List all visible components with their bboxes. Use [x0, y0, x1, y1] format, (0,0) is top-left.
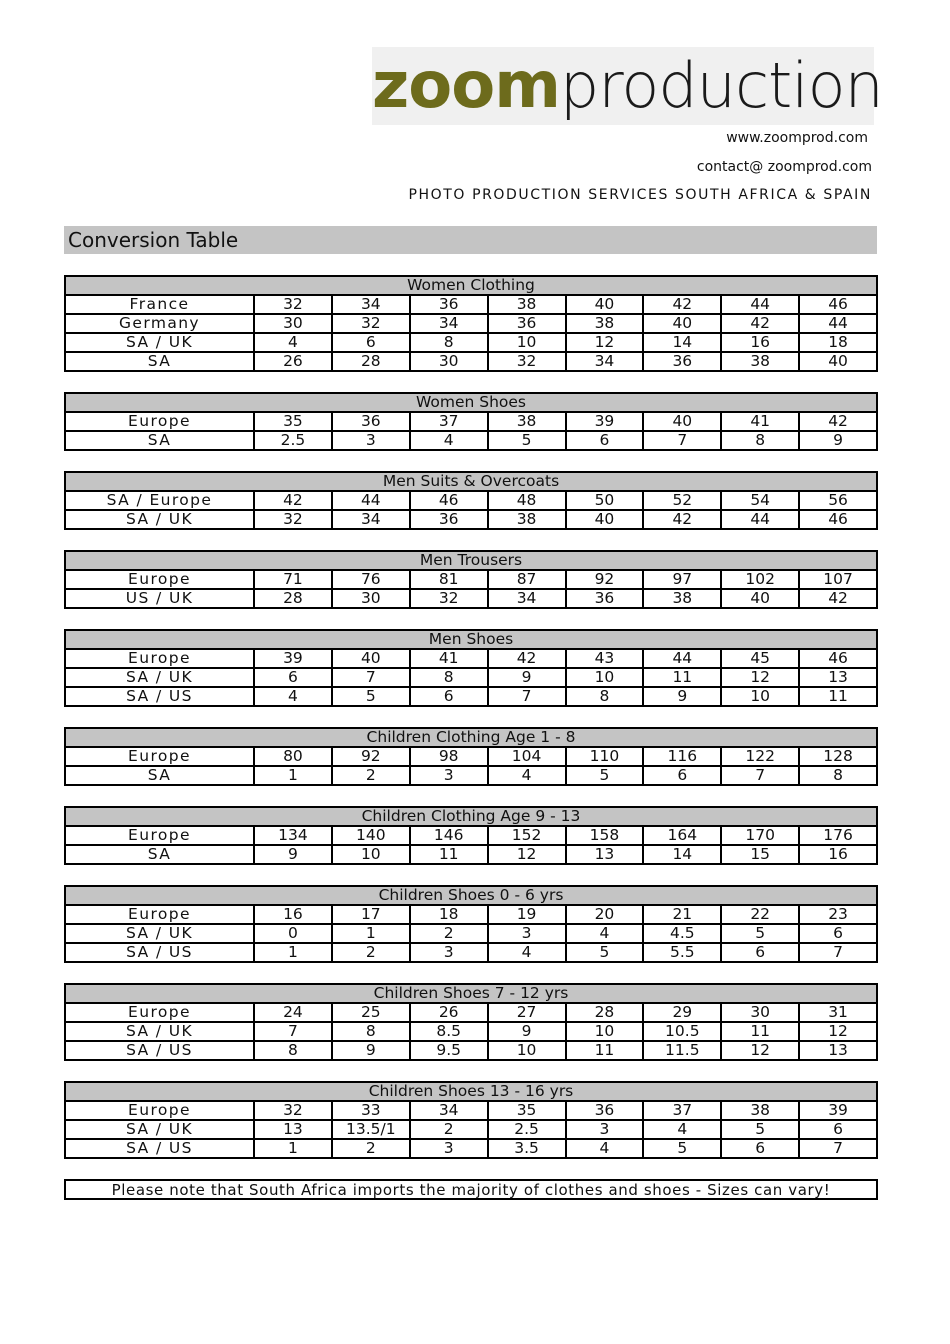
- size-cell: 4: [488, 766, 566, 785]
- table-title: Men Shoes: [65, 630, 877, 649]
- table-row: [65, 1139, 877, 1158]
- size-cell: 42: [799, 589, 877, 608]
- table-title: Women Clothing: [65, 276, 877, 295]
- size-cell: 146: [410, 826, 488, 845]
- table-row: [65, 412, 877, 431]
- size-table: [64, 392, 878, 451]
- size-cell: 46: [410, 491, 488, 510]
- size-cell: 8: [332, 1022, 410, 1041]
- size-cell: 26: [254, 352, 332, 371]
- table-row: [65, 924, 877, 943]
- size-cell: 54: [721, 491, 799, 510]
- row-label: Europe: [65, 747, 254, 766]
- size-cell: 116: [643, 747, 721, 766]
- size-cell: 5: [643, 1139, 721, 1158]
- row-label: SA / UK: [65, 1022, 254, 1041]
- size-cell: 3: [332, 431, 410, 450]
- table-row: [65, 943, 877, 962]
- table-row: [65, 1101, 877, 1120]
- row-label: Europe: [65, 570, 254, 589]
- size-cell: 7: [799, 943, 877, 962]
- table-row: [65, 352, 877, 371]
- size-cell: 44: [721, 295, 799, 314]
- size-cell: 6: [721, 943, 799, 962]
- size-cell: 34: [488, 589, 566, 608]
- size-cell: 10: [566, 1022, 644, 1041]
- size-cell: 22: [721, 905, 799, 924]
- row-label: SA / UK: [65, 924, 254, 943]
- size-cell: 164: [643, 826, 721, 845]
- size-cell: 40: [643, 314, 721, 333]
- size-cell: 44: [799, 314, 877, 333]
- row-label: SA: [65, 352, 254, 371]
- row-label: Europe: [65, 1101, 254, 1120]
- size-cell: 10: [566, 668, 644, 687]
- size-cell: 9: [332, 1041, 410, 1060]
- size-cell: 38: [488, 412, 566, 431]
- size-cell: 38: [488, 295, 566, 314]
- size-cell: 37: [410, 412, 488, 431]
- size-cell: 25: [332, 1003, 410, 1022]
- size-table: [64, 629, 878, 707]
- size-cell: 39: [566, 412, 644, 431]
- table-row: [65, 510, 877, 529]
- size-cell: 31: [799, 1003, 877, 1022]
- size-cell: 76: [332, 570, 410, 589]
- table-title: Children Clothing Age 1 - 8: [65, 728, 877, 747]
- size-cell: 56: [799, 491, 877, 510]
- size-cell: 43: [566, 649, 644, 668]
- size-cell: 3: [566, 1120, 644, 1139]
- size-cell: 24: [254, 1003, 332, 1022]
- size-cell: 110: [566, 747, 644, 766]
- size-cell: 9: [799, 431, 877, 450]
- table-row: [65, 491, 877, 510]
- size-cell: 11.5: [643, 1041, 721, 1060]
- size-cell: 107: [799, 570, 877, 589]
- size-cell: 17: [332, 905, 410, 924]
- size-cell: 36: [410, 295, 488, 314]
- size-cell: 40: [332, 649, 410, 668]
- size-cell: 6: [410, 687, 488, 706]
- size-cell: 45: [721, 649, 799, 668]
- row-label: Europe: [65, 1003, 254, 1022]
- size-cell: 4: [643, 1120, 721, 1139]
- size-cell: 36: [566, 1101, 644, 1120]
- size-cell: 2: [332, 766, 410, 785]
- size-cell: 38: [643, 589, 721, 608]
- row-label: SA: [65, 845, 254, 864]
- table-row: [65, 1003, 877, 1022]
- size-cell: 32: [488, 352, 566, 371]
- size-cell: 5: [332, 687, 410, 706]
- size-cell: 44: [643, 649, 721, 668]
- zoom-production-logo: [372, 47, 883, 125]
- size-cell: 140: [332, 826, 410, 845]
- row-label: SA / US: [65, 943, 254, 962]
- size-cell: 6: [799, 1120, 877, 1139]
- logo-zoom-text: zoom: [372, 49, 560, 123]
- size-cell: 36: [332, 412, 410, 431]
- size-cell: 21: [643, 905, 721, 924]
- size-cell: 42: [488, 649, 566, 668]
- size-cell: 2.5: [488, 1120, 566, 1139]
- size-cell: 4: [566, 1139, 644, 1158]
- size-cell: 50: [566, 491, 644, 510]
- size-cell: 104: [488, 747, 566, 766]
- size-cell: 7: [721, 766, 799, 785]
- size-cell: 1: [332, 924, 410, 943]
- size-cell: 12: [721, 1041, 799, 1060]
- size-cell: 42: [721, 314, 799, 333]
- size-cell: 2: [332, 943, 410, 962]
- size-cell: 5: [721, 924, 799, 943]
- size-cell: 128: [799, 747, 877, 766]
- size-cell: 4: [410, 431, 488, 450]
- size-cell: 32: [254, 1101, 332, 1120]
- size-cell: 40: [721, 589, 799, 608]
- table-title: Children Shoes 7 - 12 yrs: [65, 984, 877, 1003]
- size-cell: 122: [721, 747, 799, 766]
- size-cell: 8: [721, 431, 799, 450]
- size-cell: 3: [410, 766, 488, 785]
- size-cell: 11: [799, 687, 877, 706]
- page-title: Conversion Table: [64, 226, 877, 254]
- size-cell: 10: [488, 333, 566, 352]
- size-cell: 98: [410, 747, 488, 766]
- size-cell: 11: [410, 845, 488, 864]
- size-cell: 42: [799, 412, 877, 431]
- size-cell: 16: [254, 905, 332, 924]
- size-cell: 102: [721, 570, 799, 589]
- size-cell: 13: [566, 845, 644, 864]
- table-row: [65, 589, 877, 608]
- size-cell: 15: [721, 845, 799, 864]
- size-cell: 14: [643, 333, 721, 352]
- table-row: [65, 1041, 877, 1060]
- table-row: [65, 333, 877, 352]
- table-title: Women Shoes: [65, 393, 877, 412]
- size-cell: 10: [721, 687, 799, 706]
- size-cell: 5: [721, 1120, 799, 1139]
- size-cell: 13: [254, 1120, 332, 1139]
- size-table: [64, 1081, 878, 1159]
- size-cell: 35: [254, 412, 332, 431]
- size-cell: 39: [799, 1101, 877, 1120]
- size-cell: 46: [799, 295, 877, 314]
- size-cell: 13.5/1: [332, 1120, 410, 1139]
- size-cell: 28: [332, 352, 410, 371]
- table-title: Children Shoes 13 - 16 yrs: [65, 1082, 877, 1101]
- size-cell: 6: [643, 766, 721, 785]
- table-row: [65, 747, 877, 766]
- size-cell: 32: [332, 314, 410, 333]
- size-cell: 46: [799, 649, 877, 668]
- table-title: Men Trousers: [65, 551, 877, 570]
- size-cell: 44: [332, 491, 410, 510]
- size-cell: 11: [721, 1022, 799, 1041]
- size-cell: 12: [721, 668, 799, 687]
- size-table: [64, 471, 878, 530]
- size-cell: 1: [254, 766, 332, 785]
- table-row: [65, 826, 877, 845]
- size-cell: 7: [643, 431, 721, 450]
- size-cell: 16: [799, 845, 877, 864]
- size-cell: 7: [254, 1022, 332, 1041]
- size-cell: 9: [488, 1022, 566, 1041]
- size-cell: 30: [410, 352, 488, 371]
- size-cell: 87: [488, 570, 566, 589]
- size-cell: 44: [721, 510, 799, 529]
- size-cell: 18: [410, 905, 488, 924]
- size-cell: 40: [566, 510, 644, 529]
- size-cell: 3: [488, 924, 566, 943]
- size-cell: 20: [566, 905, 644, 924]
- size-table: [64, 983, 878, 1061]
- size-cell: 4: [488, 943, 566, 962]
- row-label: SA / UK: [65, 510, 254, 529]
- row-label: SA / US: [65, 687, 254, 706]
- size-cell: 34: [410, 314, 488, 333]
- size-cell: 39: [254, 649, 332, 668]
- size-cell: 18: [799, 333, 877, 352]
- sizing-note: Please note that South Africa imports the majority of clothes and shoes - Sizes can vary!: [64, 1179, 878, 1200]
- row-label: Europe: [65, 649, 254, 668]
- company-tagline: PHOTO PRODUCTION SERVICES SOUTH AFRICA & SPAIN: [408, 187, 872, 203]
- size-cell: 29: [643, 1003, 721, 1022]
- row-label: SA: [65, 766, 254, 785]
- size-cell: 40: [643, 412, 721, 431]
- size-cell: 5: [488, 431, 566, 450]
- table-row: [65, 649, 877, 668]
- size-cell: 30: [332, 589, 410, 608]
- size-cell: 2.5: [254, 431, 332, 450]
- size-cell: 3: [410, 1139, 488, 1158]
- size-cell: 5: [566, 943, 644, 962]
- size-cell: 7: [332, 668, 410, 687]
- size-cell: 92: [566, 570, 644, 589]
- size-cell: 13: [799, 668, 877, 687]
- size-cell: 8: [410, 333, 488, 352]
- size-cell: 38: [721, 1101, 799, 1120]
- size-cell: 97: [643, 570, 721, 589]
- table-row: [65, 668, 877, 687]
- size-cell: 40: [799, 352, 877, 371]
- size-cell: 134: [254, 826, 332, 845]
- size-cell: 38: [566, 314, 644, 333]
- size-cell: 36: [566, 589, 644, 608]
- size-cell: 40: [566, 295, 644, 314]
- size-cell: 41: [410, 649, 488, 668]
- row-label: SA / US: [65, 1041, 254, 1060]
- size-cell: 8: [254, 1041, 332, 1060]
- size-cell: 19: [488, 905, 566, 924]
- size-cell: 3.5: [488, 1139, 566, 1158]
- size-cell: 12: [799, 1022, 877, 1041]
- size-cell: 34: [332, 295, 410, 314]
- size-table: [64, 550, 878, 609]
- size-cell: 36: [643, 352, 721, 371]
- size-cell: 158: [566, 826, 644, 845]
- size-cell: 9: [488, 668, 566, 687]
- email-link[interactable]: contact@ zoomprod.com: [696, 159, 872, 175]
- size-table: [64, 885, 878, 963]
- size-cell: 5.5: [643, 943, 721, 962]
- size-cell: 10.5: [643, 1022, 721, 1041]
- table-row: [65, 295, 877, 314]
- size-cell: 38: [488, 510, 566, 529]
- size-cell: 48: [488, 491, 566, 510]
- row-label: Europe: [65, 412, 254, 431]
- size-cell: 42: [254, 491, 332, 510]
- table-row: [65, 687, 877, 706]
- table-row: [65, 905, 877, 924]
- size-cell: 7: [799, 1139, 877, 1158]
- table-title: Men Suits & Overcoats: [65, 472, 877, 491]
- size-cell: 32: [410, 589, 488, 608]
- row-label: SA / UK: [65, 333, 254, 352]
- size-cell: 6: [799, 924, 877, 943]
- row-label: SA / Europe: [65, 491, 254, 510]
- size-cell: 170: [721, 826, 799, 845]
- size-cell: 34: [332, 510, 410, 529]
- row-label: SA: [65, 431, 254, 450]
- website-link[interactable]: www.zoomprod.com: [726, 130, 868, 146]
- size-cell: 3: [410, 943, 488, 962]
- size-table: [64, 727, 878, 786]
- size-cell: 6: [721, 1139, 799, 1158]
- size-cell: 12: [488, 845, 566, 864]
- size-cell: 52: [643, 491, 721, 510]
- size-cell: 23: [799, 905, 877, 924]
- size-cell: 36: [410, 510, 488, 529]
- size-cell: 8: [410, 668, 488, 687]
- size-cell: 36: [488, 314, 566, 333]
- size-cell: 2: [332, 1139, 410, 1158]
- size-cell: 32: [254, 510, 332, 529]
- conversion-tables: [64, 275, 878, 1200]
- size-cell: 38: [721, 352, 799, 371]
- row-label: SA / UK: [65, 668, 254, 687]
- size-cell: 8.5: [410, 1022, 488, 1041]
- size-cell: 30: [721, 1003, 799, 1022]
- size-cell: 71: [254, 570, 332, 589]
- size-cell: 27: [488, 1003, 566, 1022]
- table-row: [65, 570, 877, 589]
- size-cell: 4: [566, 924, 644, 943]
- size-cell: 33: [332, 1101, 410, 1120]
- size-cell: 11: [643, 668, 721, 687]
- size-cell: 6: [332, 333, 410, 352]
- size-cell: 10: [488, 1041, 566, 1060]
- table-row: [65, 1022, 877, 1041]
- size-cell: 9: [643, 687, 721, 706]
- size-table: [64, 275, 878, 372]
- table-row: [65, 314, 877, 333]
- row-label: Europe: [65, 905, 254, 924]
- size-cell: 7: [488, 687, 566, 706]
- table-row: [65, 845, 877, 864]
- size-cell: 8: [799, 766, 877, 785]
- logo-production-text: production: [559, 49, 883, 122]
- row-label: Europe: [65, 826, 254, 845]
- size-cell: 4.5: [643, 924, 721, 943]
- size-cell: 6: [566, 431, 644, 450]
- table-row: [65, 1120, 877, 1139]
- size-cell: 30: [254, 314, 332, 333]
- size-cell: 35: [488, 1101, 566, 1120]
- row-label: SA / UK: [65, 1120, 254, 1139]
- size-cell: 1: [254, 943, 332, 962]
- size-cell: 14: [643, 845, 721, 864]
- size-cell: 37: [643, 1101, 721, 1120]
- size-cell: 34: [410, 1101, 488, 1120]
- size-cell: 28: [566, 1003, 644, 1022]
- size-cell: 28: [254, 589, 332, 608]
- size-cell: 4: [254, 333, 332, 352]
- row-label: SA / US: [65, 1139, 254, 1158]
- size-cell: 4: [254, 687, 332, 706]
- size-cell: 9.5: [410, 1041, 488, 1060]
- size-cell: 41: [721, 412, 799, 431]
- size-cell: 12: [566, 333, 644, 352]
- size-cell: 81: [410, 570, 488, 589]
- row-label: US / UK: [65, 589, 254, 608]
- size-cell: 32: [254, 295, 332, 314]
- size-cell: 5: [566, 766, 644, 785]
- size-cell: 1: [254, 1139, 332, 1158]
- size-cell: 11: [566, 1041, 644, 1060]
- size-cell: 80: [254, 747, 332, 766]
- table-row: [65, 766, 877, 785]
- size-cell: 13: [799, 1041, 877, 1060]
- size-cell: 16: [721, 333, 799, 352]
- size-cell: 152: [488, 826, 566, 845]
- size-cell: 176: [799, 826, 877, 845]
- size-cell: 26: [410, 1003, 488, 1022]
- row-label: France: [65, 295, 254, 314]
- size-cell: 2: [410, 1120, 488, 1139]
- size-cell: 46: [799, 510, 877, 529]
- size-cell: 42: [643, 295, 721, 314]
- size-cell: 34: [566, 352, 644, 371]
- size-cell: 92: [332, 747, 410, 766]
- size-cell: 9: [254, 845, 332, 864]
- size-cell: 8: [566, 687, 644, 706]
- row-label: Germany: [65, 314, 254, 333]
- size-cell: 42: [643, 510, 721, 529]
- table-title: Children Shoes 0 - 6 yrs: [65, 886, 877, 905]
- size-cell: 6: [254, 668, 332, 687]
- size-cell: 0: [254, 924, 332, 943]
- table-title: Children Clothing Age 9 - 13: [65, 807, 877, 826]
- size-table: [64, 806, 878, 865]
- size-cell: 10: [332, 845, 410, 864]
- size-cell: 2: [410, 924, 488, 943]
- table-row: [65, 431, 877, 450]
